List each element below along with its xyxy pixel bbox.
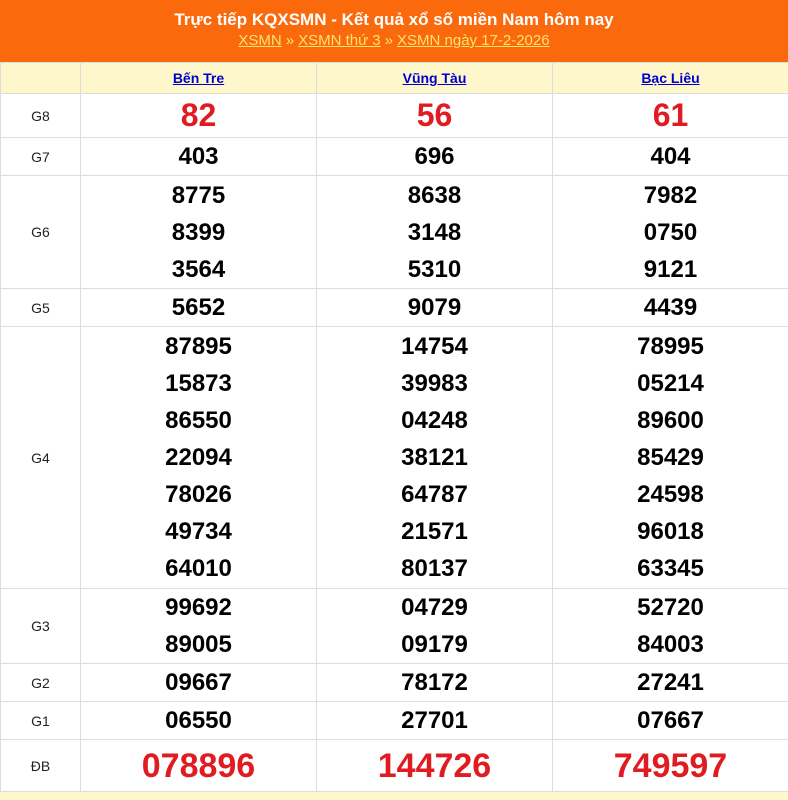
result-number: 80137 [317,550,552,587]
result-number: 21571 [317,513,552,550]
prize-row-g6 [1,176,788,289]
breadcrumb-xsmn[interactable]: XSMN [238,32,281,49]
result-cell-ben-tre [81,327,317,589]
result-number: 04729 [317,589,552,626]
result-number: 24598 [553,476,788,513]
province-link-bac-lieu[interactable]: Bạc Liêu [641,70,699,86]
result-number: 0750 [553,214,788,251]
result-number: 06550 [81,702,316,739]
result-number: 99692 [81,589,316,626]
result-number: 696 [317,138,552,175]
result-number: 82 [81,95,316,136]
prize-label: G2 [1,664,81,702]
result-cell-bac-lieu [553,740,788,792]
result-number: 144726 [317,741,552,791]
corner-cell [1,63,81,94]
result-number: 89005 [81,626,316,663]
result-number: 63345 [553,550,788,587]
breadcrumb [0,31,788,51]
result-number: 09667 [81,664,316,701]
prize-row-db [1,740,788,792]
province-vung-tau [317,63,553,94]
prize-row-g5 [1,289,788,327]
result-cell-vung-tau [317,94,553,138]
prize-label: G4 [1,327,81,589]
result-number: 96018 [553,513,788,550]
province-link-ben-tre[interactable]: Bến Tre [173,70,224,86]
breadcrumb-xsmn-date[interactable]: XSMN ngày 17-2-2026 [397,32,550,49]
prize-row-g7 [1,138,788,176]
prize-label: ĐB [1,740,81,792]
result-number: 89600 [553,402,788,439]
result-number: 64010 [81,550,316,587]
province-bac-lieu [553,63,788,94]
prize-row-g1 [1,702,788,740]
result-number: 78995 [553,328,788,365]
result-number: 8638 [317,177,552,214]
prize-label: G3 [1,589,81,664]
result-cell-bac-lieu [553,289,788,327]
result-cell-bac-lieu [553,138,788,176]
result-cell-vung-tau [317,664,553,702]
result-number: 749597 [553,741,788,791]
result-cell-vung-tau [317,176,553,289]
result-number: 404 [553,138,788,175]
result-cell-vung-tau [317,589,553,664]
result-number: 52720 [553,589,788,626]
result-cell-bac-lieu [553,176,788,289]
breadcrumb-xsmn-thu-3[interactable]: XSMN thứ 3 [298,32,381,49]
result-number: 09179 [317,626,552,663]
result-cell-ben-tre [81,664,317,702]
result-cell-bac-lieu [553,327,788,589]
result-number: 9079 [317,289,552,326]
result-number: 78026 [81,476,316,513]
result-number: 49734 [81,513,316,550]
province-ben-tre [81,63,317,94]
result-cell-vung-tau [317,138,553,176]
prize-label: G7 [1,138,81,176]
result-cell-ben-tre [81,589,317,664]
result-cell-vung-tau [317,327,553,589]
result-number: 22094 [81,439,316,476]
result-cell-ben-tre [81,702,317,740]
prize-row-g3 [1,589,788,664]
result-number: 64787 [317,476,552,513]
prize-row-g4 [1,327,788,589]
page-title: Trực tiếp KQXSMN - Kết quả xổ số miền Nam hôm nay [0,9,788,31]
result-number: 7982 [553,177,788,214]
result-cell-ben-tre [81,138,317,176]
result-number: 5310 [317,251,552,288]
province-link-vung-tau[interactable]: Vũng Tàu [403,70,467,86]
province-header-row [1,63,788,94]
result-number: 5652 [81,289,316,326]
result-number: 3564 [81,251,316,288]
result-number: 05214 [553,365,788,402]
result-cell-vung-tau [317,740,553,792]
result-number: 38121 [317,439,552,476]
breadcrumb-separator: » [385,32,393,49]
prize-label: G5 [1,289,81,327]
prize-label: G8 [1,94,81,138]
result-number: 87895 [81,328,316,365]
prize-label: G6 [1,176,81,289]
result-number: 07667 [553,702,788,739]
result-cell-bac-lieu [553,702,788,740]
result-number: 27701 [317,702,552,739]
table-footer-strip [0,792,788,800]
result-cell-vung-tau [317,702,553,740]
result-cell-ben-tre [81,740,317,792]
result-number: 84003 [553,626,788,663]
result-number: 4439 [553,289,788,326]
result-number: 8775 [81,177,316,214]
result-cell-ben-tre [81,94,317,138]
result-number: 78172 [317,664,552,701]
result-number: 8399 [81,214,316,251]
prize-row-g2 [1,664,788,702]
result-number: 078896 [81,741,316,791]
result-cell-ben-tre [81,289,317,327]
breadcrumb-separator: » [286,32,294,49]
result-cell-bac-lieu [553,94,788,138]
result-number: 39983 [317,365,552,402]
result-cell-bac-lieu [553,664,788,702]
result-number: 3148 [317,214,552,251]
result-number: 403 [81,138,316,175]
result-number: 27241 [553,664,788,701]
results-table [0,62,788,792]
result-number: 04248 [317,402,552,439]
result-number: 86550 [81,402,316,439]
result-number: 61 [553,95,788,136]
result-number: 85429 [553,439,788,476]
results-header [0,0,788,62]
result-number: 9121 [553,251,788,288]
prize-row-g8 [1,94,788,138]
prize-label: G1 [1,702,81,740]
result-number: 15873 [81,365,316,402]
result-cell-ben-tre [81,176,317,289]
result-cell-vung-tau [317,289,553,327]
result-number: 56 [317,95,552,136]
result-number: 14754 [317,328,552,365]
result-cell-bac-lieu [553,589,788,664]
